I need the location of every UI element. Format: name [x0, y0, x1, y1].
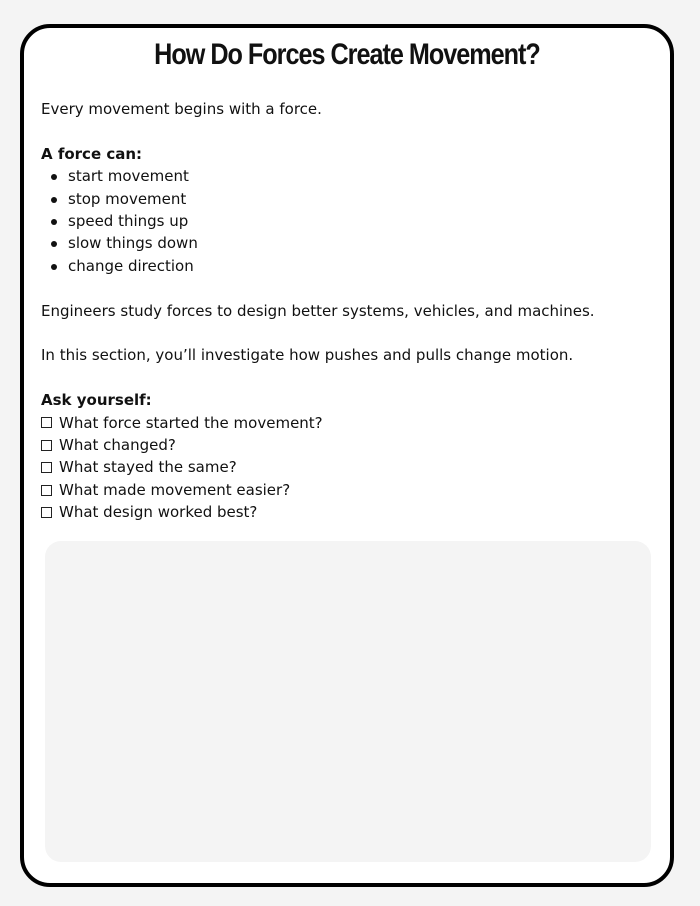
force-list-item: speed things up — [68, 210, 651, 232]
checklist-label: What changed? — [59, 436, 176, 455]
checkbox[interactable] — [41, 417, 52, 428]
answer-area[interactable] — [45, 541, 651, 862]
checklist-label: What force started the movement? — [59, 413, 323, 432]
checklist-label: What stayed the same? — [59, 458, 237, 477]
force-list-item: start movement — [68, 165, 651, 187]
checkbox[interactable] — [41, 440, 52, 451]
checklist-item[interactable] — [41, 479, 651, 501]
checklist-item[interactable] — [41, 434, 651, 456]
force-list-item: stop movement — [68, 188, 651, 210]
checklist-label: What made movement easier? — [59, 480, 291, 499]
checklist-item[interactable] — [41, 501, 651, 523]
checklist-item[interactable] — [41, 412, 651, 434]
page-title: How Do Forces Create Movement? — [154, 38, 540, 71]
force-list — [41, 165, 651, 277]
checkbox[interactable] — [41, 507, 52, 518]
force-list-item: change direction — [68, 255, 651, 277]
ask-heading: Ask yourself: — [41, 391, 152, 410]
checklist-item[interactable] — [41, 456, 651, 478]
checkbox[interactable] — [41, 462, 52, 473]
worksheet-card — [20, 24, 674, 887]
engineers-paragraph: Engineers study forces to design better systems, vehicles, and machines. — [41, 301, 595, 320]
force-heading: A force can: — [41, 144, 143, 163]
checkbox[interactable] — [41, 485, 52, 496]
intro-text: Every movement begins with a force. — [41, 100, 322, 118]
force-list-item: slow things down — [68, 232, 651, 254]
checklist-label: What design worked best? — [59, 503, 258, 522]
worksheet-content — [41, 98, 651, 524]
investigate-paragraph: In this section, you’ll investigate how pushes and pulls change motion. — [41, 346, 574, 365]
